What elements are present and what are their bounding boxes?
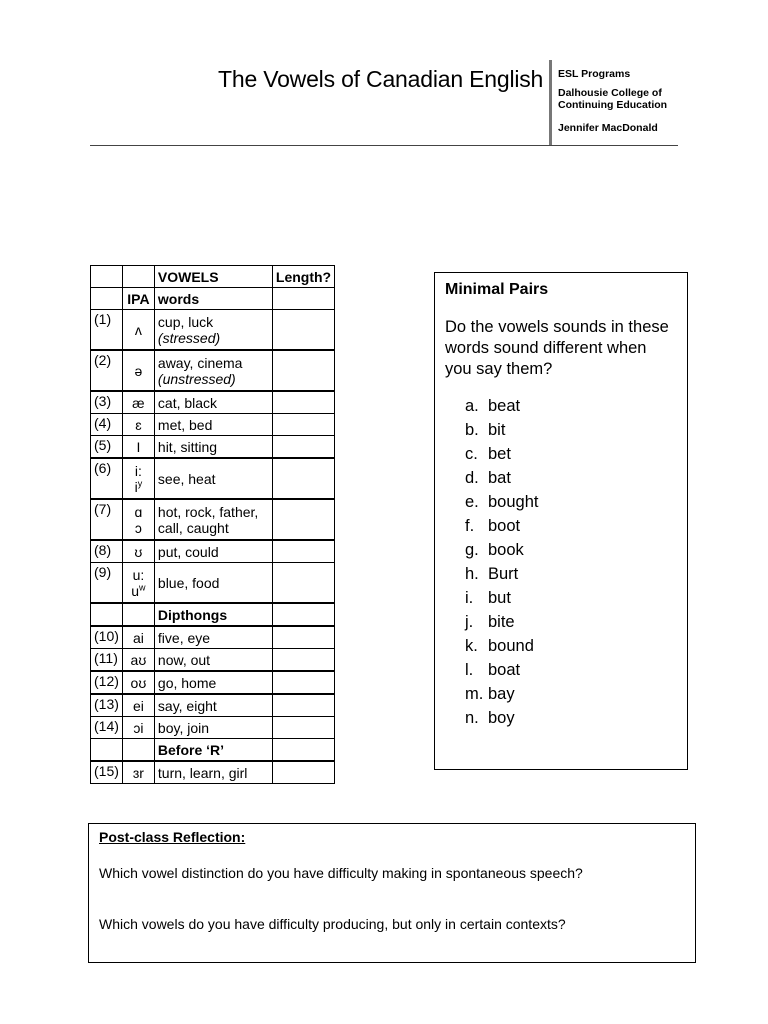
table-row: (13) ei say, eight — [91, 694, 335, 717]
length-cell[interactable] — [272, 436, 334, 459]
list-item-letter: h. — [465, 565, 479, 583]
length-cell[interactable] — [272, 458, 334, 499]
length-cell[interactable] — [272, 540, 334, 563]
length-cell[interactable] — [272, 649, 334, 672]
header-divider-vertical — [549, 60, 552, 145]
list-item-letter: l. — [465, 661, 474, 679]
author-name: Jennifer MacDonald — [558, 121, 658, 134]
list-item-word: boat — [488, 661, 521, 679]
before-r-label: Before ‘R’ — [154, 739, 272, 762]
list-item — [465, 418, 677, 442]
section-row-before-r — [91, 739, 335, 762]
minimal-pairs-list — [445, 394, 677, 730]
list-item-word: boot — [488, 517, 521, 535]
length-cell[interactable] — [272, 563, 334, 604]
list-item — [465, 658, 677, 682]
table-row: (1) ʌ cup, luck (stressed) — [91, 310, 335, 351]
list-item-word: bite — [488, 613, 515, 631]
table-row: (15) ɜr turn, learn, girl — [91, 761, 335, 784]
list-item-letter: d. — [465, 469, 479, 487]
length-cell[interactable] — [272, 350, 334, 391]
list-item-letter: e. — [465, 493, 479, 511]
table-row: (4) ɛ met, bed — [91, 414, 335, 436]
list-item — [465, 562, 677, 586]
section-row-dipthongs — [91, 603, 335, 626]
table-row: (11) aʊ now, out — [91, 649, 335, 672]
list-item — [465, 586, 677, 610]
table-row: (8) ʊ put, could — [91, 540, 335, 563]
reflection-title: Post-class Reflection: — [99, 829, 246, 845]
list-item-word: book — [488, 541, 524, 559]
dipthongs-label: Dipthongs — [154, 603, 272, 626]
list-item — [465, 538, 677, 562]
list-item-word: but — [488, 589, 511, 607]
length-cell[interactable] — [272, 626, 334, 649]
list-item-word: bit — [488, 421, 506, 439]
list-item-word: bay — [488, 685, 515, 703]
list-item-letter: i. — [465, 589, 474, 607]
program-name: ESL Programs — [558, 68, 631, 80]
list-item-word: bat — [488, 469, 511, 487]
length-cell[interactable] — [272, 671, 334, 694]
list-item — [465, 610, 677, 634]
minimal-pairs-box — [434, 272, 688, 770]
list-item-word: bet — [488, 445, 511, 463]
table-row: (10) ai five, eye — [91, 626, 335, 649]
institution-line-1: Dalhousie College of — [558, 86, 662, 99]
col-length-header: Length? — [272, 266, 334, 288]
length-cell[interactable] — [272, 761, 334, 784]
minimal-pairs-title: Minimal Pairs — [445, 281, 549, 298]
length-cell[interactable] — [272, 310, 334, 351]
list-item — [465, 514, 677, 538]
list-item — [465, 394, 677, 418]
list-item — [465, 490, 677, 514]
list-item-letter: j. — [465, 613, 474, 631]
list-item — [465, 442, 677, 466]
list-item-word: bound — [488, 637, 534, 655]
reflection-question-1: Which vowel distinction do you have difficulty making in spontaneous speech? — [99, 865, 583, 881]
length-cell[interactable] — [272, 717, 334, 739]
length-cell[interactable] — [272, 414, 334, 436]
table-row: (6) i: $i^y$ see, heat — [91, 458, 335, 499]
col-ipa-header: IPA — [122, 288, 154, 310]
minimal-pairs-question: Do the vowels sounds in these words sound different when you say them? — [445, 318, 669, 378]
list-item-letter: n. — [465, 709, 479, 727]
table-row: (7) ɑ ɔ hot, rock, father, call, caught — [91, 499, 335, 540]
list-item-word: beat — [488, 397, 521, 415]
length-cell[interactable] — [272, 694, 334, 717]
page-title: The Vowels of Canadian English — [218, 66, 544, 92]
list-item-letter: g. — [465, 541, 479, 559]
reflection-question-2: Which vowels do you have difficulty producing, but only in certain contexts? — [99, 916, 566, 932]
col-vowels-header: VOWELS — [154, 266, 272, 288]
table-row: (5) I hit, sitting — [91, 436, 335, 459]
list-item-word: boy — [488, 709, 515, 727]
list-item-word: Burt — [488, 565, 519, 583]
list-item — [465, 682, 677, 706]
list-item-letter: m. — [465, 685, 484, 703]
vowel-table — [90, 265, 335, 784]
list-item-word: bought — [488, 493, 539, 511]
reflection-box — [88, 823, 696, 963]
table-row: (2) ə away, cinema (unstressed) — [91, 350, 335, 391]
length-cell[interactable] — [272, 499, 334, 540]
table-row: (12) oʊ go, home — [91, 671, 335, 694]
list-item — [465, 706, 677, 730]
length-cell[interactable] — [272, 391, 334, 414]
length-cell[interactable] — [272, 288, 334, 310]
institution-line-2: Continuing Education — [558, 99, 668, 111]
col-words-header: words — [154, 288, 272, 310]
list-item-letter: f. — [465, 517, 475, 535]
list-item-letter: k. — [465, 637, 478, 655]
table-row: (9) u: $u^w$ blue, food — [91, 563, 335, 604]
list-item — [465, 634, 677, 658]
table-header-row — [91, 266, 335, 288]
list-item-letter: b. — [465, 421, 479, 439]
table-row: (14) ɔi boy, join — [91, 717, 335, 739]
header-credits — [558, 68, 667, 134]
list-item — [465, 466, 677, 490]
table-row: (3) æ cat, black — [91, 391, 335, 414]
table-subheader-row — [91, 288, 335, 310]
header-divider-horizontal — [90, 145, 678, 146]
list-item-letter: c. — [465, 445, 478, 463]
list-item-letter: a. — [465, 397, 479, 415]
